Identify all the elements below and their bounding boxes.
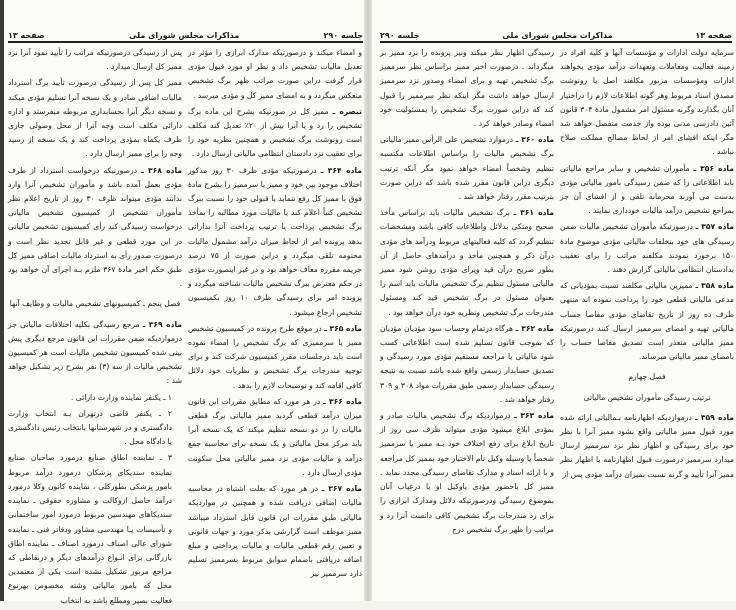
article-number: ماده ۳۶۶ ـ (323, 396, 362, 406)
paragraph (188, 482, 362, 581)
paragraph-text: ۲ ـ یکنفر قاضی درتهران بـه انتخاب وزارت دادگستری و در شهرستانها بانتخاب رئیس دادگستری یا دادگاه محل . (8, 408, 172, 447)
article-number: ماده ۳۶۰ ـ (515, 135, 555, 145)
book-gutter (364, 0, 372, 601)
paragraph (560, 46, 734, 160)
paragraph (8, 391, 182, 405)
paragraph-text: ممیز کل پس از رسیدگی درصورت تأیید برگ استرداد مالیات اضافی صادر و یک نسخه آنرا تسلیم مؤدی میکند و نسخه دیگر آنرا بحسابداری مربوطه میفرستد و اداره دارائی مکلف است وجه آنرا از محل وصولی جاری ظرف یکماه بمؤدی پرداخت کند و یک نسخه از رسید وجه را برای ممیز ارسال دارد . (8, 78, 182, 159)
paragraph (8, 451, 182, 607)
right-page (368, 0, 736, 601)
paragraph (8, 46, 182, 74)
article-number: ماده ۳۶۸ ـ (141, 165, 183, 175)
paragraph-text: فصل چهارم (628, 372, 666, 382)
paragraph (188, 46, 362, 103)
paragraph-text: درصورتیکه درخواست استرداد از طرف مؤدی بعمل آمده باشد و مأموران تشخیص آنرا وارد ندانند مؤدی میتواند ظرف ۳۰ روز از تاریخ اعلام نظر مأموران تشخیص از کمیسیون تشخیص مالیاتی درخواست رسیدگی کند رأی کمیسیون تشخیص مالیاتی در این مورد قطعی و غیر قابل تجدید نظر است و درصورت صدور رأی به استرداد مالیات اضافی ممیز کل طبق حکم اخیر مادهٔ ۳۶۷ ملزم بـه اجرای آن خواهد بود . (8, 165, 182, 289)
paragraph-text: درصورتیکه مأموران تشخیص مالیات ضمن رسیدگی های خود بتخلفات مالیاتی مؤدی موضوع مادهٔ ۱۵۰ برخورد نمودند مکلفند مراتب را برای تعقیب بدادستان انتظامی مالیاتی گزارش دهند . (560, 222, 734, 275)
paragraph-text: درصورتیکه مؤدی ظرف ۳۰ روز مذکور اختلاف موجود بین خود و ممیز یا سرممیز را بشرح مادهٔ فوق با ممیز کل رفع ننماید یا قبولی خود را نسبت ببرگ تشخیص کتباً اعلام کند یا مالیات مورد مطالبه را بمأخذ برگ تشخیص پرداخت یا ترتیب پرداخت آنرا بدارائی بدهد پرونده امر از لحاظ میزان درآمد مشمول مالیات مختومه تلقی میگردد و دراین صورت از ۷۵ درصد جریمه مقرره معاف خواهد بود و در غیر اینصورت مؤدی در حکم معترض ببرگ تشخیص مالیات شناخته میگردد و پرونده امر برای رسیدگی ظرف ۱۰ روز بکمیسیون تشخیص ارجاع میشود . (188, 165, 362, 317)
paragraph (560, 162, 734, 219)
paragraph (560, 279, 734, 364)
paragraph-text: ممیزین مالیاتی مکلفند نسبت بمؤدیانی که مدعی مالیاتی قطعی خود را پرداخت نموده اند منتهی ظرف ده روز از تاریخ تقاضای مؤدی مفاصا حساب مالیاتی تهیه و امضای سرممیز ارسال کنند درصورتیکه ممیز مالیاتی متعذر است تصدیق مفاصا حساب را بامضای ممیز مالیاتی میرساند. (560, 281, 734, 362)
paragraph (380, 133, 554, 204)
article-number: ماده ۳۶۳ ـ (514, 411, 554, 421)
paragraph-text: هرگاه درتمام وحساب سود مؤدیان مؤدیان که بموجب قانون تسلیم شده است اطلاعاتی کسب شود مالیاتی یا مراجعه مستقیم مؤدی مورد رسیدگی و تصدیق حسابدار رسمی واقع شده باشد نسبت به نتیجه رسیدگی حسابدار رسمی طبق مقررات مواد ۳۰۸ و ۳۰۹ رفتار خواهد شد . (380, 323, 554, 404)
page-number: صفحه ۱۳ (695, 31, 732, 40)
paragraph-text: در هر مورد که بعلت اشتباه در محاسبه مالیات اضافی دریافت شده و همچنین در مواردیکه مالیاتی طبق مقررات این قانون قابل استرداد میباشد ممیز موظف است گزارشی بذکر مورد و جهات قانونی و تعیین رقم قطعی مالیات و مالیات پرداختی و مبلغ اضافه دریافتی باضمام سوابق مربوط بسرممیز تسلیم دارد سرممیز نیز (188, 484, 362, 579)
paragraph (188, 395, 362, 480)
paragraph (8, 318, 182, 389)
text-column (8, 46, 182, 610)
session-number: جلسه ۲۹۰ (380, 31, 420, 40)
paragraph-text: مأموران تشخیص و سایر مراجع مالیاتی باید اطلاعاتی را که ضمن رسیدگی بامور مالیاتی مؤدی بدست می آورند محرمانه تلقی و از افشای آن جز بمراجع تشخیص درآمد مالیات خودداری نمایند . (560, 163, 734, 216)
article-number: ماده ۳۵۷ ـ (695, 222, 734, 232)
article-number: ماده ۳۵۶ ـ (693, 163, 734, 173)
section-heading (560, 391, 734, 405)
article-number: ماده ۳۵۸ ـ (695, 281, 734, 291)
paragraph-text: ممیز کل در صورتیکه بشرح این ماده برگ تشخیص را رد و یا آنرا بیش از ۲۰٪ تعدیل کند مکلف است رونوشت برگ تشخیص و همچنین نظریه خود را برای تعقیب تزد دادستان انتظامی مالیاتی ارسال دارد . (188, 106, 362, 159)
paragraph-text: ترتیب رسیدگی مأموران تشخیص مالیاتی (583, 392, 711, 402)
paragraph (188, 322, 362, 393)
paragraph (380, 46, 554, 131)
article-number: ماده ۳۶۷ ـ (321, 484, 362, 494)
section-heading (8, 297, 182, 311)
paragraph-text: برگ تشخیص مالیات باید براساس مأخذ صحیح ومتکی بدلائل واطلاعات کافی باشد ومشخصات تنظیم گردد که کلیه فعالیتهای مربوط ودرآمد های مؤدی درآن ذکر و همچنین مأخذ و درآمدهای حاصل از آن بطور صریح درآن قید ویرای مؤدی روشن شود ممیز مالیاتی مسئول تنظیم برگ تشخیص مالیات باید اسم را بعنوان مسئول در برگ تشخیص قید کند ومسئول مندرجات برگ تشخیص ونظریه خود درآن خواهد بود . (380, 208, 554, 317)
paragraph (380, 206, 554, 320)
running-header (8, 26, 363, 43)
paragraph-text: ۳ ـ نماینده اطاق صنایع درمورد صاحبان صنایع نماینده سندیکای پزشکان درمورد درآمد مربوط بامور پزشکی بطورکلی ، نماینده کانون وکلا درمورد درآمد حاصل ازوکالت و مشاوره حقوقی ـ نماینده سندیکاهای مهندسین مربوط درمورد امور ساختمانی و تأسیسات یـا مهندسی مشاور ودفاتر فنی ـ نماینده شورای عالی اصناف درمورد اصناف ـ نماینده اطاق بازرگانی برای انـواع درآمدهای دیگر و درنقاطی که مراجع مزبور تشکیل نشده است یکی از معتمدین محل که بامور مالیاتی وشته مخصوص بهرنوع فعالیت بصیر ومطلع باشد به انتخاب (8, 453, 172, 605)
paragraph (380, 322, 554, 407)
paragraph-text: فصل پنجم ـ کمیسیونهای تشخیص مالیات و وظایف آنها (9, 299, 181, 309)
paragraph-text: درموارد تشخیص علی الرأس ممیز مالیاتی برگ تشخیص مالیات را براساس اطلاعات مکتسبه تنظیم وشخصاً امضاء خواهد نمود مگر آنکه ترتیب دیگری دراین قانون مقرر شده باشد که دراین صورت بترتیب مقرر رفتار خواهد شد . (380, 135, 554, 202)
article-number: ماده ۳۵۹ ـ (694, 412, 734, 422)
paragraph-text: و امضاء میکند و درصورتیکه مدارک ابرازی را مؤثر در تعدیل مالیات تشخیص داد و نظر او مورد قبول مؤدی قرار گرفت دراین صورت مراتب ظهر برگ تشخیص منعکس میگردد و به امضای ممیز کل و مؤدی میرسد . (188, 48, 362, 100)
article-number: ماده ۳۶۲ ـ (515, 323, 554, 333)
paragraph-text: درمواردیکه برگ تشخیص مالیات صادر و بمؤدی ابلاغ میشود مؤدی میتواند ظرف سی روز از تاریخ ابلاغ برای رفع اختلاف خود بـه ممیز یا سرممیز شخصاً یا وسیله وکیل تام الاختیار خود بممیز کل مراجعه و با ارائه اسناد و مدارک تقاضای رسیدگی مجدد نماید . ممیز کل باحضور مؤدی یاوکیل او یا درغیاب آنان بموضوع رسیدگی ودرصورتیکه دلائل ومدارک ابرازی را برای رد مندرجات برگ تشخیص کافی دانست آنرا رد و مراتب را ظهر برگ تشخیص درج (380, 411, 554, 534)
paragraph (188, 164, 362, 320)
paragraph (8, 407, 182, 450)
publication-title: مذاکرات مجلس شورای ملی (128, 31, 240, 40)
paragraph (560, 411, 734, 482)
paragraph-text: پس از رسیدگی درصورتیکه مراتب را تأیید نمود آنرا نزد ممیز کل ارسال میدارد . (8, 48, 182, 72)
article-number: ماده ۳۶۹ ـ (142, 319, 182, 329)
paragraph (188, 105, 362, 162)
page-number: صفحه ۱۳ (8, 31, 45, 40)
paragraph-text: ۱ ـ یکنفر نماینده وزارت دارائی . (70, 392, 172, 402)
paragraph-text: در هر مورد که مطابق مقررات این قانون میزان درآمد قطعی گردید ممیز مالیاتی برگ قطعی مالیات را در دو نسخه تنظیم میکند که یک نسخه آنرا باید مرکز محل مالیاتی و یک نسخه برای محاسبه جمع درآمد و مالیات مؤدی نزد ممیز مالیاتی محل سکونت مؤدی ارسال دارد . (188, 396, 362, 477)
text-column (188, 46, 362, 584)
text-column (560, 46, 734, 484)
paragraph-text: درمواردیکه اظهارنامه بـمالیاتی ارائه شده مورد قبول ممیز مالیاتی واقع نشود ممیز آنرا با نظر خود برای رسیدگی و اظهار نظر نزد سرممیز ارسال میدارد سرممیز درصورت قبول اظهارنامه با اظهار نظر ممیز آنرا تأیید و گرنه نسبت بمیزان درآمد مؤدی پس از (560, 412, 734, 479)
publication-title: مذاکرات مجلس شورای ملی (502, 31, 613, 40)
paragraph-text: در موقع طرح پرونده در کمیسیون تشخیص ممیز یا سرممیزی که برگ تشخیص را امضاء نموده است باید درجلسات مقرر کمیسیون شرکت کند و برای توجیه مندرجات برگ تشخیص و نظریات خود دلائل کافی اقامه کند و توضیحات لازم را بدهد . (188, 323, 362, 390)
scan-edge (0, 0, 4, 601)
article-number: ماده ۳۶۵ ـ (324, 323, 362, 333)
paragraph (8, 76, 182, 161)
article-number: ماده ۳۶۱ ـ (513, 208, 555, 218)
article-number: ماده ۳۶۴ ـ (320, 165, 363, 175)
text-column (380, 46, 554, 539)
paragraph (380, 409, 554, 537)
section-heading (560, 370, 734, 384)
article-number: تبصره ـ (332, 106, 362, 116)
paragraph-text: مرجع رسیدگی بکلیه اختلافات مالیاتی جز درمواردیکه ضمن مقررات این قانون مرجع دیگری پیش بینی شده کمیسیون تشخیص مالیات است هر کمیسیون تشخیص مالیات از سه (۳) نفر بشرح زیر تشکیل خواهد شد : (8, 319, 182, 386)
session-number: جلسه ۲۹۰ (323, 31, 363, 40)
paragraph (560, 220, 734, 277)
paragraph (8, 164, 182, 292)
paragraph-text: رسیدگی اظهار نظر میکند ونیز پرونده را نزد ممیز بر میگرداند . درصورت اخیر ممیز براساس نظر سرممیز برگ تشخیص تهیه و برای امضاء وصدور نزد سرممیز ارسال خواهد داشت مگر اینکه نظر سرممیز را قبول کند که دراین صورت برگ تشخیص را بمسئولیت خود امضاء وصادر خواهد کرد . (380, 48, 554, 129)
paragraph-text: سرمایه دولت ادارات و مؤسسات آنها و کلیه افراد در زمینه فعالیت ومعاملات وتعهدات درآمد مؤدی بخواهند ادارات ومؤسسات مزبور مکلفند اصل یا رونوشت مصدق اسناد مربوط وهر گونه اطلاعات لازم را دراختیار آنان بگذارند وگرنه مسئول امر مشمول مادهٔ ۳۰۴ قانون آئین دادرسی مدنی بوده واز خدمت منفصل خواهد شد مگر اینکه افشای امر از لحاظ مصالح مملکت صلاح نباشد . (560, 48, 734, 157)
running-header (380, 26, 732, 43)
left-page (0, 0, 368, 605)
